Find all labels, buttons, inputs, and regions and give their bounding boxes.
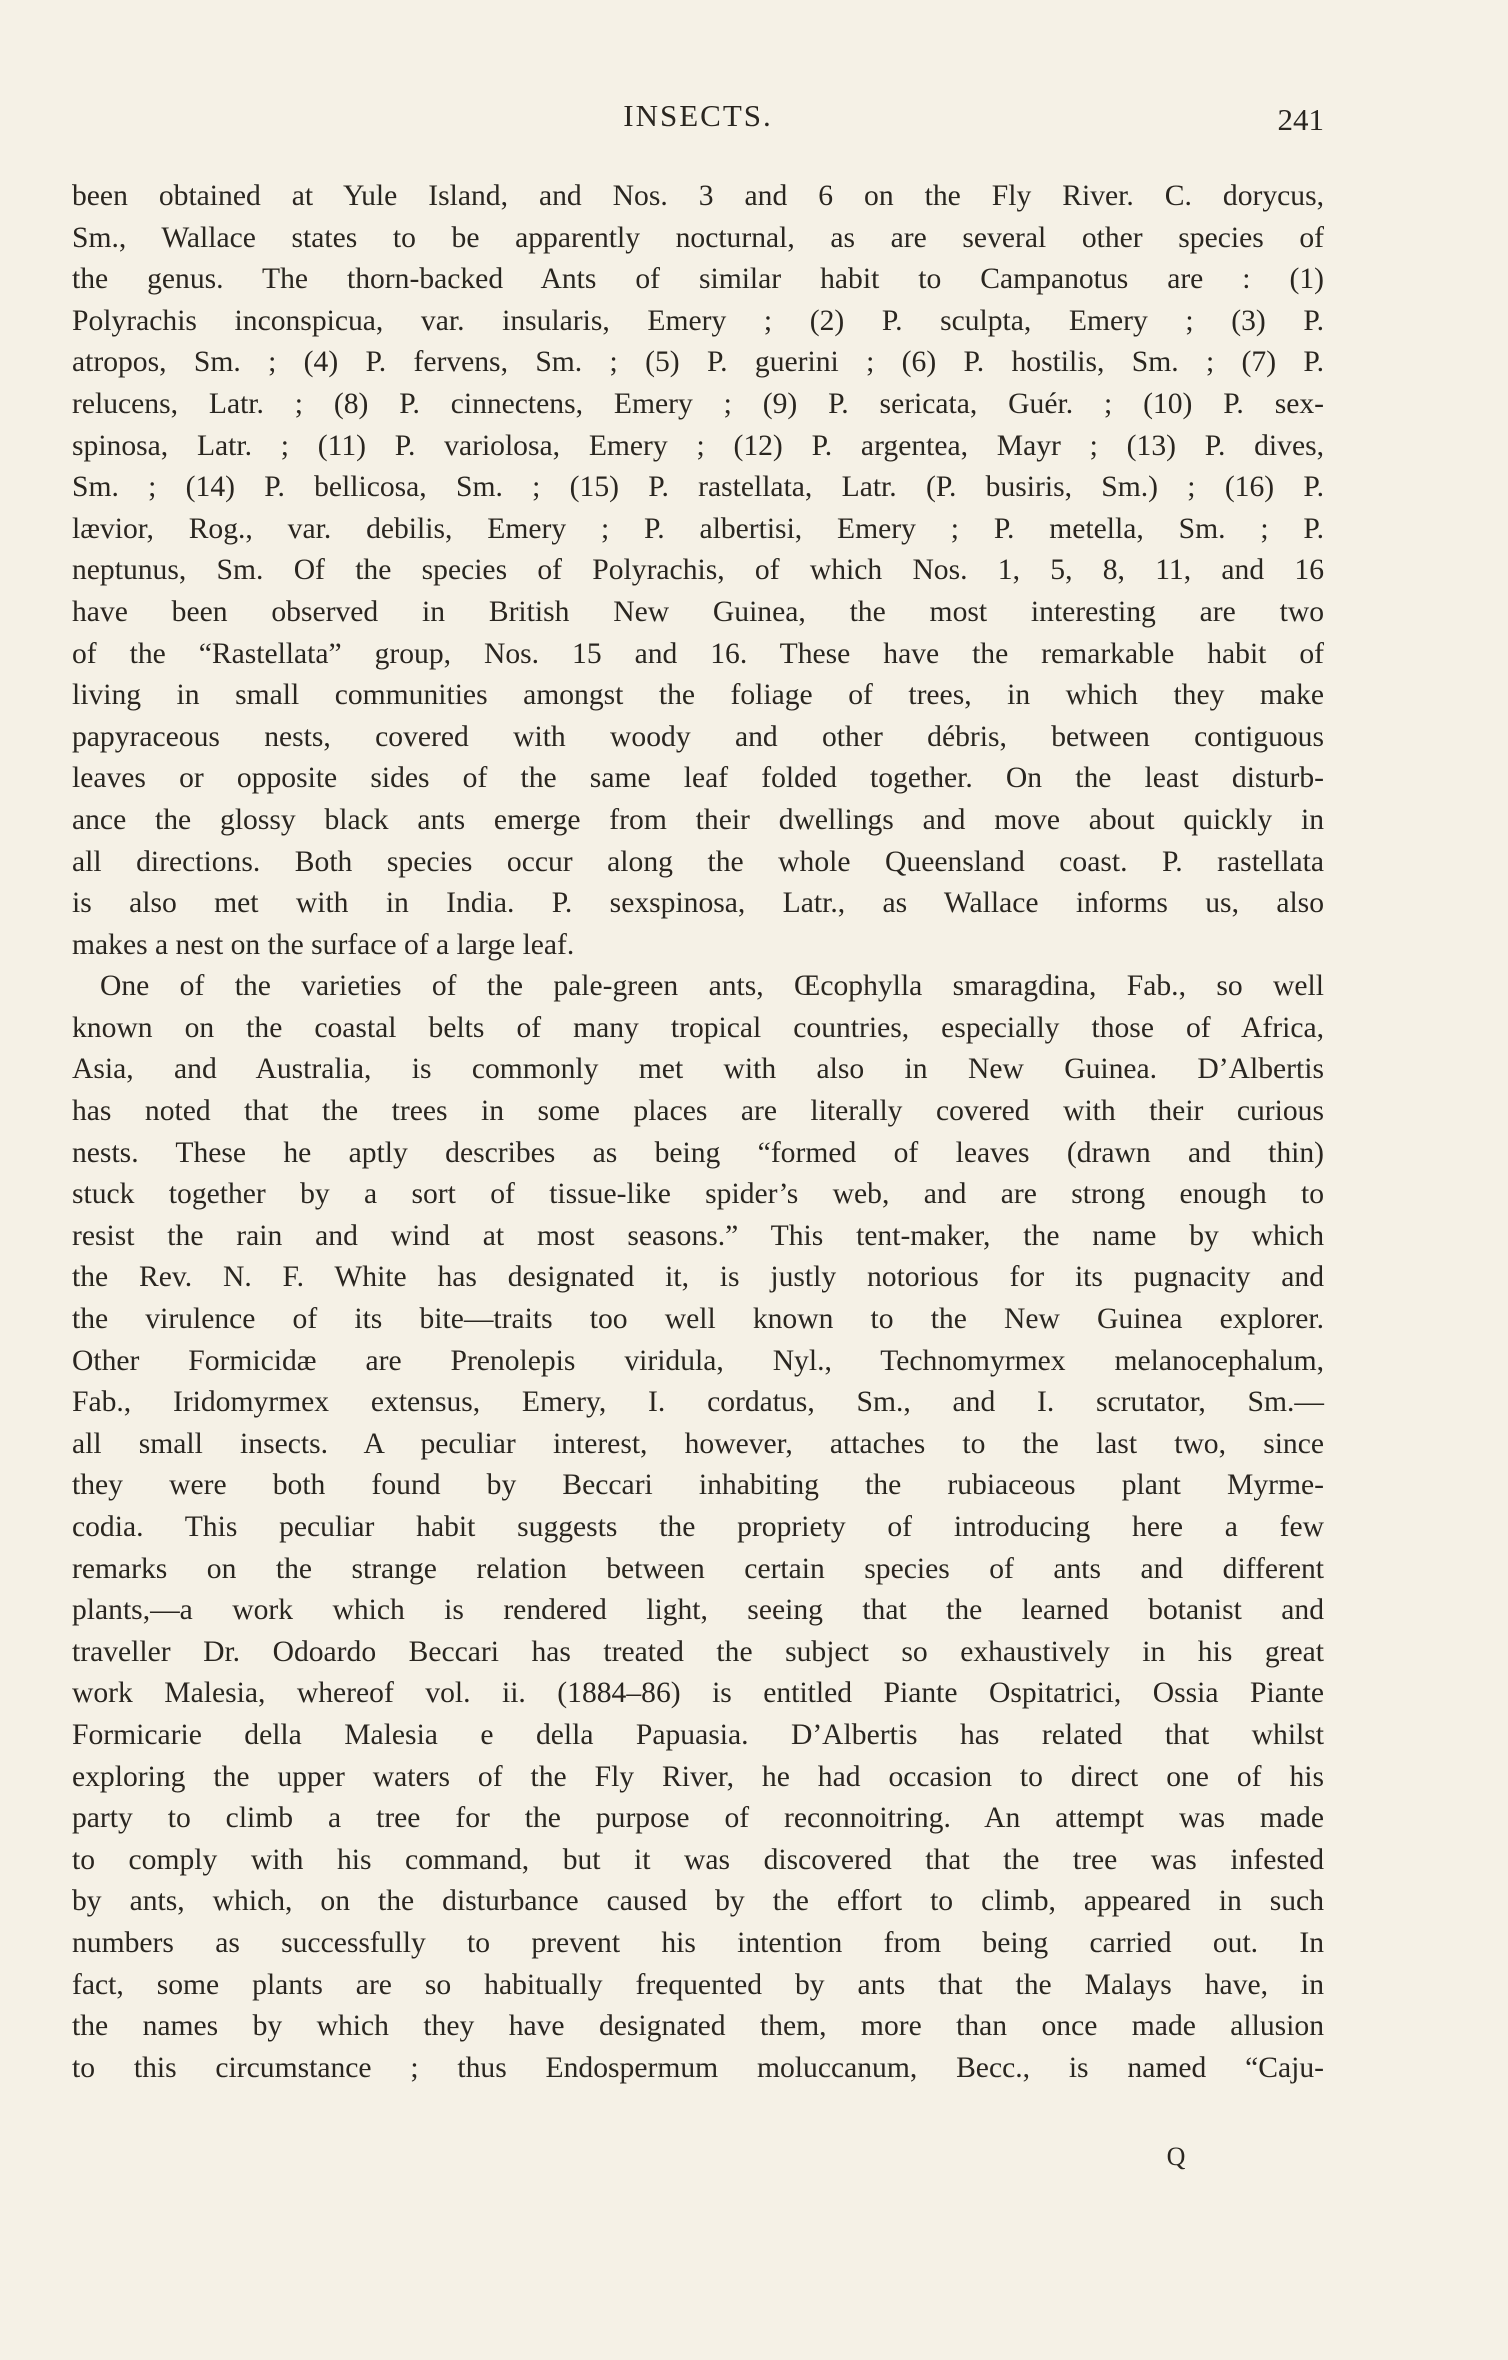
text-line: work Malesia, whereof vol. ii. (1884–86) is entitled Piante Ospitatrici, Ossia Piante	[72, 1677, 1324, 1710]
text-line: of the “Rastellata” group, Nos. 15 and 16. These have the remarkable habit of	[72, 637, 1324, 670]
text-line: all small insects. A peculiar interest, however, attaches to the last two, since	[72, 1427, 1324, 1460]
text-line: stuck together by a sort of tissue-like spider’s web, and are strong enough to	[72, 1178, 1324, 1211]
text-line: Asia, and Australia, is commonly met with also in New Guinea. D’Albertis	[72, 1053, 1324, 1086]
running-title: INSECTS.	[623, 98, 773, 133]
text-line: ance the glossy black ants emerge from their dwellings and move about quickly in	[72, 803, 1324, 836]
text-line: papyraceous nests, covered with woody and other débris, between contiguous	[72, 720, 1324, 753]
text-line: have been observed in British New Guinea, the most interesting are two	[72, 595, 1324, 628]
text-line: codia. This peculiar habit suggests the propriety of introducing here a few	[72, 1511, 1324, 1543]
text-line: atropos, Sm. ; (4) P. fervens, Sm. ; (5) P. guerini ; (6) P. hostilis, Sm. ; (7) P.	[72, 346, 1324, 379]
page-number: 241	[1277, 102, 1324, 137]
text-line: has noted that the trees in some places are literally covered with their curious	[72, 1095, 1324, 1128]
text-line: exploring the upper waters of the Fly River, he had occasion to direct one of his	[72, 1760, 1324, 1793]
text-line: the virulence of its bite—traits too well known to the New Guinea explorer.	[72, 1303, 1324, 1336]
text-line: by ants, which, on the disturbance caused by the effort to climb, appeared in such	[72, 1885, 1324, 1918]
text-line: to comply with his command, but it was discovered that the tree was infested	[72, 1843, 1324, 1876]
text-line: nests. These he aptly describes as being “formed of leaves (drawn and thin)	[72, 1136, 1324, 1169]
text-line: party to climb a tree for the purpose of reconnoitring. An attempt was made	[72, 1802, 1324, 1835]
text-line: leaves or opposite sides of the same leaf folded together. On the least disturb-	[72, 762, 1324, 795]
text-line: living in small communities amongst the foliage of trees, in which they make	[72, 679, 1324, 712]
text-line: resist the rain and wind at most seasons.” This tent-maker, the name by which	[72, 1219, 1324, 1252]
signature-mark: Q	[1166, 2142, 1186, 2171]
text-line: traveller Dr. Odoardo Beccari has treated the subject so exhaustively in his great	[72, 1635, 1324, 1668]
paragraph-start-line: One of the varieties of the pale-green ants, Œcophylla smaragdina, Fab., so well	[100, 970, 1324, 1003]
text-line: to this circumstance ; thus Endospermum moluccanum, Becc., is named “Caju-	[72, 2051, 1324, 2084]
text-line: been obtained at Yule Island, and Nos. 3 and 6 on the Fly River. C. dorycus,	[72, 180, 1324, 212]
text-line: the genus. The thorn-backed Ants of similar habit to Campanotus are : (1)	[72, 263, 1324, 296]
text-line: is also met with in India. P. sexspinosa, Latr., as Wallace informs us, also	[72, 887, 1324, 920]
text-line: the Rev. N. F. White has designated it, is justly notorious for its pugnacity and	[72, 1261, 1324, 1294]
paragraph-end-line: makes a nest on the surface of a large leaf.	[72, 928, 575, 961]
running-head	[72, 98, 1324, 148]
text-line: lævior, Rog., var. debilis, Emery ; P. albertisi, Emery ; P. metella, Sm. ; P.	[72, 512, 1324, 545]
text-line: spinosa, Latr. ; (11) P. variolosa, Emery ; (12) P. argentea, Mayr ; (13) P. dives,	[72, 429, 1324, 462]
text-line: remarks on the strange relation between certain species of ants and different	[72, 1552, 1324, 1585]
body-text	[72, 176, 1324, 2089]
text-line: neptunus, Sm. Of the species of Polyrachis, of which Nos. 1, 5, 8, 11, and 16	[72, 554, 1324, 587]
text-line: they were both found by Beccari inhabiting the rubiaceous plant Myrme-	[72, 1469, 1324, 1502]
text-line: relucens, Latr. ; (8) P. cinnectens, Emery ; (9) P. sericata, Guér. ; (10) P. sex-	[72, 387, 1324, 420]
text-line: Polyrachis inconspicua, var. insularis, Emery ; (2) P. sculpta, Emery ; (3) P.	[72, 304, 1324, 337]
text-line: Formicarie della Malesia e della Papuasia. D’Albertis has related that whilst	[72, 1718, 1324, 1751]
text-line: plants,—a work which is rendered light, seeing that the learned botanist and	[72, 1594, 1324, 1627]
text-line: all directions. Both species occur along the whole Queensland coast. P. rastellata	[72, 845, 1324, 878]
text-line: fact, some plants are so habitually frequented by ants that the Malays have, in	[72, 1968, 1324, 2001]
text-line: Fab., Iridomyrmex extensus, Emery, I. cordatus, Sm., and I. scrutator, Sm.—	[72, 1386, 1324, 1419]
text-line: Sm., Wallace states to be apparently nocturnal, as are several other species of	[72, 221, 1324, 254]
text-line: the names by which they have designated them, more than once made allusion	[72, 2010, 1324, 2043]
text-line: numbers as successfully to prevent his intention from being carried out. In	[72, 1926, 1324, 1959]
text-line: Other Formicidæ are Prenolepis viridula, Nyl., Technomyrmex melanocephalum,	[72, 1344, 1324, 1377]
text-line: known on the coastal belts of many tropical countries, especially those of Africa,	[72, 1011, 1324, 1044]
text-line: Sm. ; (14) P. bellicosa, Sm. ; (15) P. rastellata, Latr. (P. busiris, Sm.) ; (16) P.	[72, 471, 1324, 504]
